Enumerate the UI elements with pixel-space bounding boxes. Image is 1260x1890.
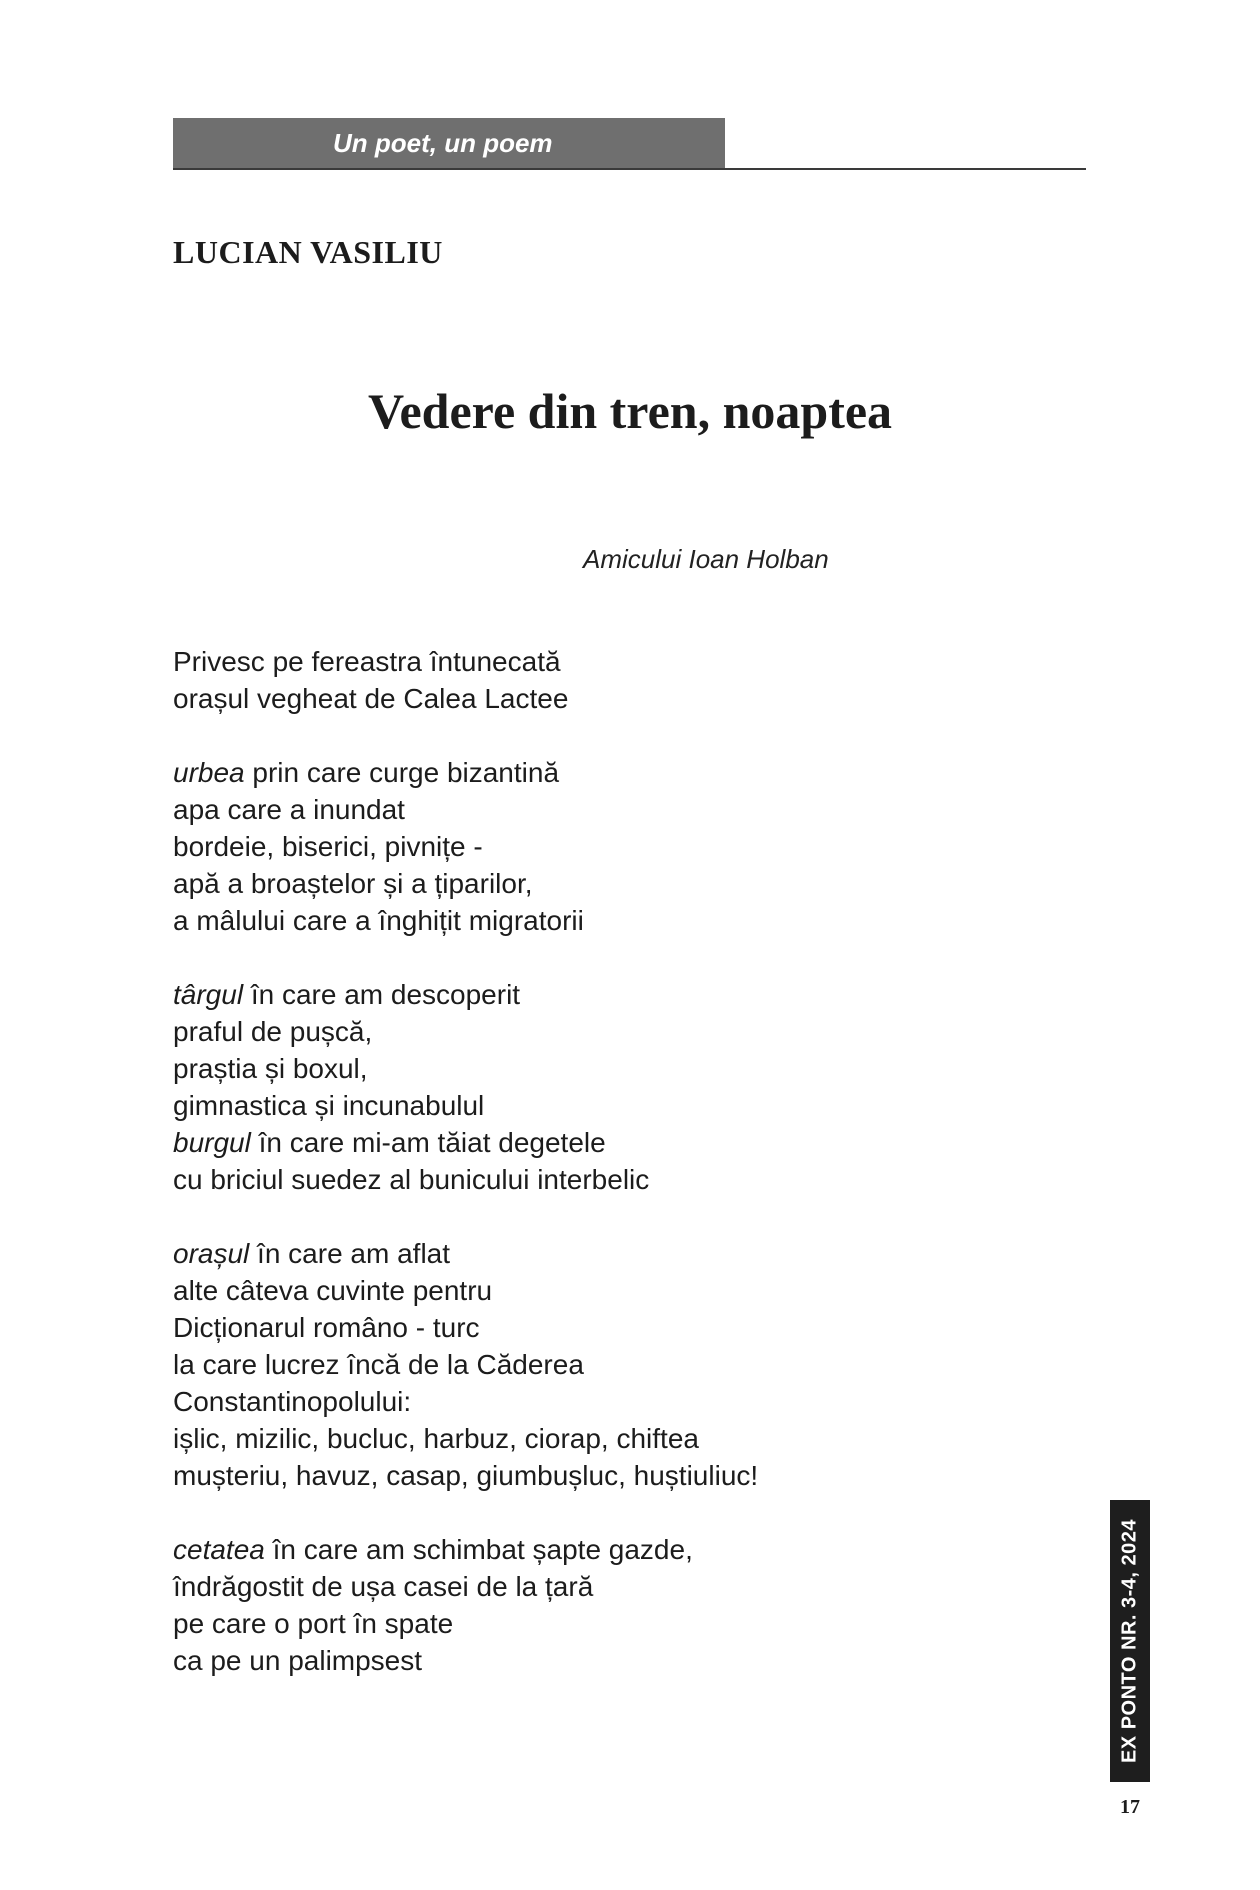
line-text: ca pe un palimpsest: [173, 1645, 423, 1676]
dedication: Amicului Ioan Holban: [583, 544, 829, 574]
poem-line: [173, 976, 758, 1013]
line-text: orașul vegheat de Calea Lactee: [173, 683, 569, 714]
poem-line: [173, 902, 758, 939]
poem-line: [173, 1309, 758, 1346]
poem-line: [173, 754, 758, 791]
line-text: în care am schimbat șapte gazde,: [264, 1534, 693, 1565]
poem-line: [173, 865, 758, 902]
poem-body: [173, 643, 758, 1679]
poem-title-text: Vedere din tren, noaptea: [367, 383, 893, 439]
line-text: praful de pușcă,: [173, 1016, 373, 1047]
section-divider: [173, 168, 1086, 170]
emphasized-word: orașul: [173, 1238, 250, 1269]
poem-line: [173, 1124, 758, 1161]
section-label: Un poet, un poem: [173, 118, 725, 169]
poem-line: [173, 680, 758, 717]
poem-line: [173, 1346, 758, 1383]
poem-line: [173, 1050, 758, 1087]
line-text: mușteriu, havuz, casap, giumbușluc, huștiuliuc!: [173, 1460, 759, 1491]
author-name: LUCIAN VASILIU: [173, 234, 443, 270]
poem-line: [173, 1087, 758, 1124]
emphasized-word: burgul: [173, 1127, 251, 1158]
line-text: praștia și boxul,: [173, 1053, 368, 1084]
line-text: apă a broaștelor și a țiparilor,: [173, 868, 533, 899]
poem-line: [173, 1457, 758, 1494]
stanza-break: [173, 1494, 758, 1531]
poem-line: [173, 1383, 758, 1420]
line-text: apa care a inundat: [173, 794, 405, 825]
emphasized-word: cetatea: [173, 1534, 265, 1565]
line-text: ișlic, mizilic, bucluc, harbuz, ciorap, chiftea: [173, 1423, 699, 1454]
poem-line: [173, 1568, 758, 1605]
line-text: în care am aflat: [249, 1238, 451, 1269]
poem-line: [173, 791, 758, 828]
line-text: cu briciul suedez al bunicului interbelic: [173, 1164, 650, 1195]
line-text: alte câteva cuvinte pentru: [173, 1275, 493, 1306]
line-text: gimnastica și incunabulul: [173, 1090, 485, 1121]
line-text: a mâlului care a înghițit migratorii: [173, 905, 584, 936]
stanza-break: [173, 939, 758, 976]
emphasized-word: urbea: [173, 757, 245, 788]
line-text: Dicționarul româno - turc: [173, 1312, 480, 1343]
poem-line: [173, 643, 758, 680]
line-text: Constantinopolului:: [173, 1386, 412, 1417]
page-number: 17: [1120, 1796, 1140, 1818]
poem-line: [173, 1161, 758, 1198]
line-text: Privesc pe fereastra întunecată: [173, 646, 561, 677]
poem-line: [173, 1272, 758, 1309]
poem-line: [173, 1013, 758, 1050]
line-text: la care lucrez încă de la Căderea: [173, 1349, 584, 1380]
stanza-break: [173, 717, 758, 754]
poem-line: [173, 1531, 758, 1568]
poem-title: [0, 382, 1260, 440]
poem-line: [173, 1642, 758, 1679]
line-text: prin care curge bizantină: [244, 757, 560, 788]
line-text: pe care o port în spate: [173, 1608, 454, 1639]
stanza-break: [173, 1198, 758, 1235]
poem-line: [173, 1605, 758, 1642]
poem-line: [173, 1235, 758, 1272]
emphasized-word: târgul: [173, 979, 244, 1010]
line-text: în care am descoperit: [243, 979, 521, 1010]
line-text: îndrăgostit de ușa casei de la țară: [173, 1571, 594, 1602]
line-text: bordeie, biserici, pivnițe -: [173, 831, 483, 862]
section-header: [173, 118, 1086, 170]
poem-line: [173, 828, 758, 865]
journal-issue-label: EX PONTO NR. 3-4, 2024: [1118, 1518, 1141, 1764]
poem-line: [173, 1420, 758, 1457]
line-text: în care mi-am tăiat degetele: [250, 1127, 606, 1158]
journal-sidebar: [1110, 1500, 1150, 1782]
